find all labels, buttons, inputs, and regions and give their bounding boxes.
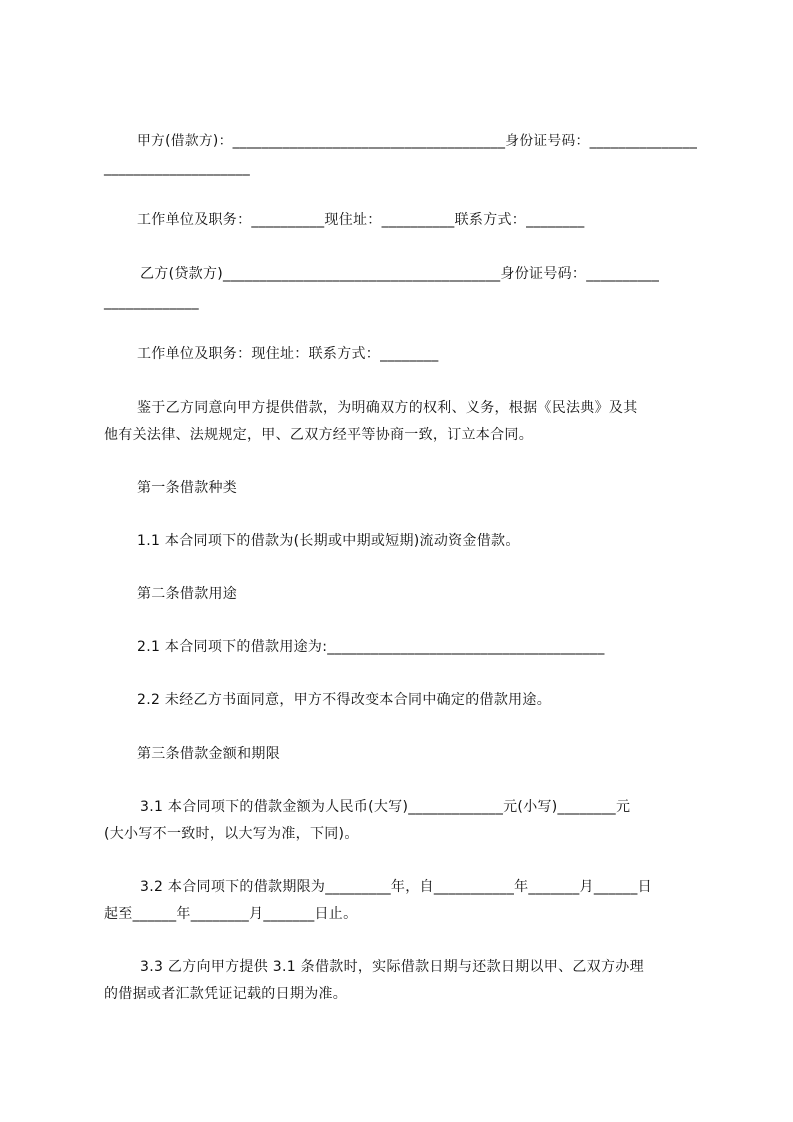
party-b-work-address-contact: 工作单位及职务：现住址：联系方式：________ <box>137 346 439 362</box>
article-2-title: 第二条借款用途 <box>137 586 238 602</box>
clause-3-3-line-1: 3.3 乙方向甲方提供 3.1 条借款时，实际借款日期与还款日期以甲、乙双方办理 <box>140 959 644 975</box>
preamble-line-2: 他有关法律、法规规定，甲、乙双方经平等协商一致，订立本合同。 <box>104 427 533 443</box>
clause-3-2-line-2: 起至______年________月_______日止。 <box>104 906 358 922</box>
clause-2-1: 2.1 本合同项下的借款用途为:______________________________________ <box>137 639 605 655</box>
clause-1-1: 1.1 本合同项下的借款为(长期或中期或短期)流动资金借款。 <box>137 533 520 549</box>
party-a-name-id-line: 甲方(借款方)：______________________________________身份证号码：_______________ <box>137 133 698 149</box>
party-b-id-continuation: _____________ <box>104 294 199 310</box>
clause-2-2: 2.2 未经乙方书面同意，甲方不得改变本合同中确定的借款用途。 <box>137 692 552 708</box>
clause-3-1-line-1: 3.1 本合同项下的借款金额为人民币(大写)_____________元(小写)________元 <box>140 799 631 815</box>
preamble-line-1: 鉴于乙方同意向甲方提供借款，为明确双方的权利、义务，根据《民法典》及其 <box>137 400 638 416</box>
party-b-name-id-line: 乙方(贷款方)______________________________________身份证号码：__________ <box>140 266 660 282</box>
clause-3-1-line-2: (大小写不一致时，以大写为准，下同)。 <box>104 826 359 842</box>
article-3-title: 第三条借款金额和期限 <box>137 746 280 762</box>
article-1-title: 第一条借款种类 <box>137 480 238 496</box>
clause-3-3-line-2: 的借据或者汇款凭证记载的日期为准。 <box>104 986 348 1002</box>
party-a-work-address-contact: 工作单位及职务：__________现住址：__________联系方式：________ <box>137 212 585 228</box>
party-a-id-continuation: ____________________ <box>104 160 250 176</box>
clause-3-2-line-1: 3.2 本合同项下的借款期限为_________年，自___________年_______月______日 <box>140 879 652 895</box>
